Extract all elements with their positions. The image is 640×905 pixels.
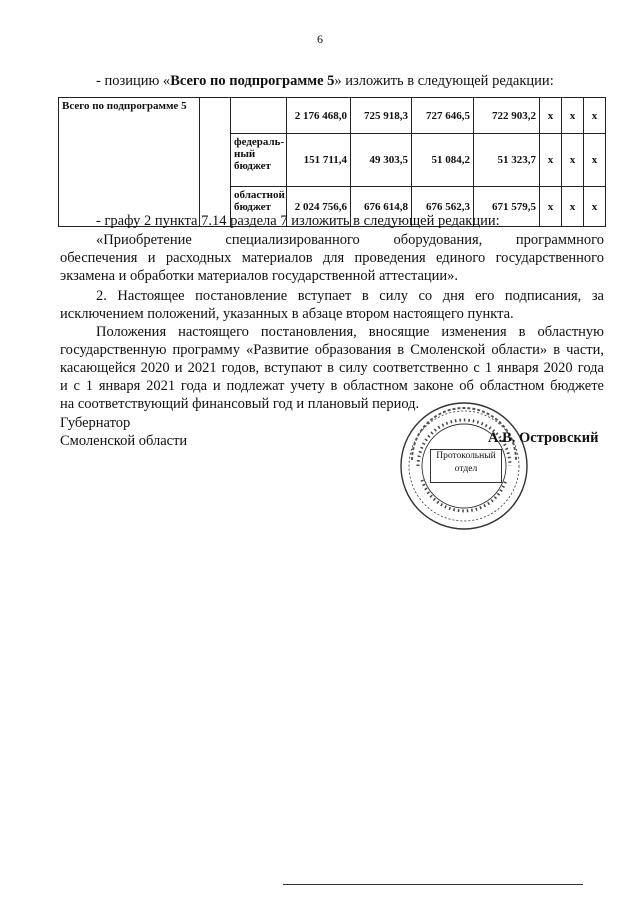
table-total-cell: 2 024 756,6: [287, 187, 351, 227]
table-x-cell: x: [584, 187, 606, 227]
table-year-cell: 727 646,5: [412, 98, 474, 134]
table-total-cell: 151 711,4: [287, 134, 351, 187]
intro-bold: Всего по подпрограмме 5: [170, 73, 335, 89]
table-x-cell: x: [562, 187, 584, 227]
paragraph-text-line: «Приобретение специализированного оборудования, программного: [96, 232, 604, 248]
paragraph-text-line: Положения настоящего постановления, вносящие изменения в областную: [96, 324, 604, 340]
intro-line: [96, 72, 554, 90]
paragraph-text-line: на соответствующий финансовый год и плановый период.: [60, 396, 420, 412]
table-year-cell: 49 303,5: [351, 134, 412, 187]
paragraph-text-line: государственную программу «Развитие образования в Смоленской области» в части,: [60, 342, 604, 358]
stamp-inner-box: [430, 449, 502, 483]
table-total-cell: 2 176 468,0: [287, 98, 351, 134]
paragraph-text-line: исключением положений, указанных в абзаце втором настоящего пункта.: [60, 306, 514, 322]
table-x-cell: x: [540, 187, 562, 227]
page-number: 6: [317, 32, 323, 46]
table-x-cell: x: [540, 98, 562, 134]
table-row: [59, 98, 606, 134]
table-year-cell: 676 614,8: [351, 187, 412, 227]
intro-suffix: » изложить в следующей редакции:: [334, 73, 554, 89]
table-x-cell: x: [584, 134, 606, 187]
signature-name: А.В. Островский: [488, 430, 599, 446]
table-year-cell: 671 579,5: [474, 187, 540, 227]
subprogram-table: [58, 97, 606, 227]
intro-prefix: - позицию «: [96, 73, 171, 89]
stamp-inner-line: отдел: [454, 464, 478, 474]
table-x-cell: x: [562, 98, 584, 134]
paragraph-text-line: обеспечения и расходных материалов для проведения единого государственного: [60, 250, 604, 266]
table-source-cell: федераль-ный бюджет: [231, 134, 287, 187]
table-title-cell: Всего по подпрограмме 5: [59, 98, 200, 227]
table-source-cell: областной бюджет: [231, 187, 287, 227]
signature-region: Смоленской области: [60, 433, 188, 449]
paragraph-column2: - графу 2 пункта 7.14 раздела 7 изложить в следующей редакции:: [96, 213, 500, 229]
table-year-cell: 51 084,2: [412, 134, 474, 187]
table-year-cell: 722 903,2: [474, 98, 540, 134]
table-empty-cell: [200, 98, 231, 227]
paragraph-text-line: 2. Настоящее постановление вступает в силу со дня его подписания, за: [96, 288, 604, 304]
table-x-cell: x: [562, 134, 584, 187]
signature-position: Губернатор: [60, 415, 131, 431]
bottom-rule: [283, 884, 583, 885]
paragraph-text-line: и с 1 января 2021 года и подлежат учету в областном законе об областном бюджете: [60, 378, 604, 394]
table-x-cell: x: [584, 98, 606, 134]
table-year-cell: 51 323,7: [474, 134, 540, 187]
table-year-cell: 725 918,3: [351, 98, 412, 134]
paragraph-text-line: касающейся 2020 и 2021 годов, вступают в силу соответственно с 1 января 2020 года: [60, 360, 604, 376]
table-x-cell: x: [540, 134, 562, 187]
stamp-inner-line: Протокольный: [436, 451, 496, 461]
paragraph-text-line: экзамена и обработки материалов государственной аттестации».: [60, 268, 459, 284]
table-year-cell: 676 562,3: [412, 187, 474, 227]
table-source-cell: [231, 98, 287, 134]
